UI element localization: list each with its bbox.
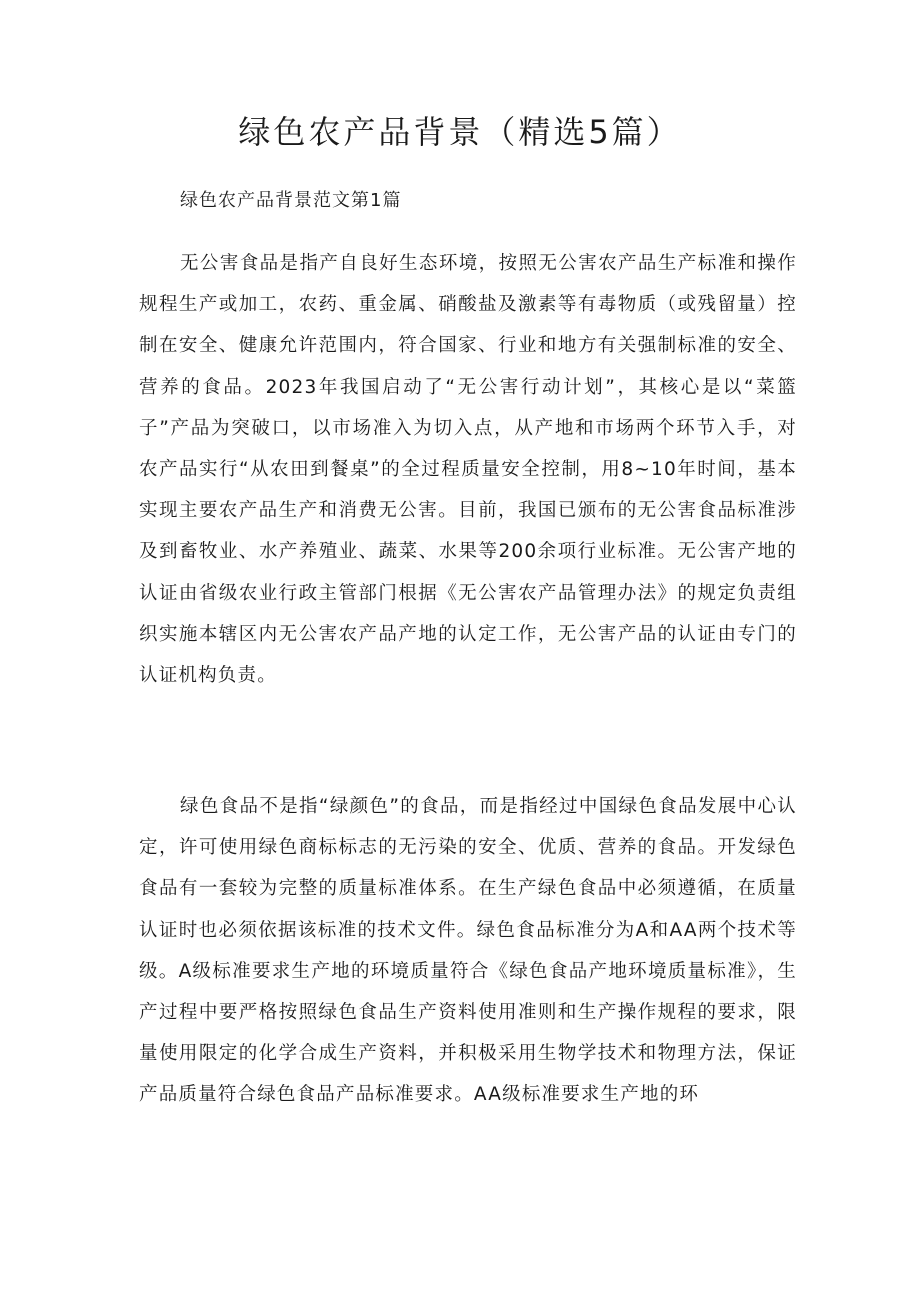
paragraph-1: 无公害食品是指产自良好生态环境，按照无公害农产品生产标准和操作规程生产或加工，农药、重金属、硝酸盐及激素等有毒物质（或残留量）控制在安全、健康允许范围内，符合国家、行业和地方有关强制标准的安全、营养的食品。2023年我国启动了“无公害行动计划”，其核心是以“菜篮子”产品为突破口，以市场准入为切入点，从产地和市场两个环节入手，对农产品实行“从农田到餐桌”的全过程质量安全控制，用8~10年时间，基本实现主要农产品生产和消费无公害。目前，我国已颁布的无公害食品标准涉及到畜牧业、水产养殖业、蔬菜、水果等200余项行业标准。无公害产地的认证由省级农业行政主管部门根据《无公害农产品管理办法》的规定负责组织实施本辖区内无公害农产品产地的认定工作，无公害产品的认证由专门的认证机构负责。 [139, 253, 797, 687]
paragraph-2: 绿色食品不是指“绿颜色”的食品，而是指经过中国绿色食品发展中心认定，许可使用绿色商标标志的无污染的安全、优质、营养的食品。开发绿色食品有一套较为完整的质量标准体系。在生产绿色食品中必须遵循，在质量认证时也必须依据该标准的技术文件。绿色食品标准分为A和AA两个技术等级。A级标准要求生产地的环境质量符合《绿色食品产地环境质量标准》，生产过程中要严格按照绿色食品生产资料使用准则和生产操作规程的要求，限量使用限定的化学合成生产资料，并积极采用生物学技术和物理方法，保证产品质量符合绿色食品产品标准要求。AA级标准要求生产地的环 [139, 796, 797, 1106]
section-heading: 绿色农产品背景范文第1篇 [180, 190, 402, 211]
document-title: 绿色农产品背景（精选5篇） [238, 113, 682, 151]
